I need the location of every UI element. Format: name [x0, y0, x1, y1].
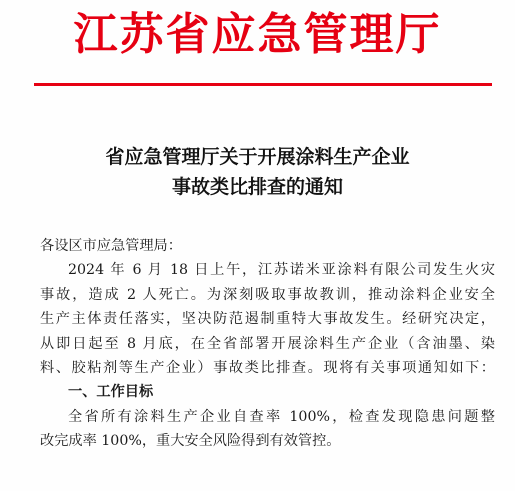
salutation: 各设区市应急管理局： — [40, 238, 182, 254]
paragraph-2-line-2: 改完成率 100%，重大安全风险得到有效管控。 — [40, 433, 341, 450]
notice-body — [40, 234, 495, 454]
paragraph-1-line-4: 从即日起至 8 月底，在全省部署开展涂料生产企业（含油墨、染 — [40, 335, 495, 352]
paragraph-1-line-2: 事故，造成 2 人死亡。为深刻吸取事故教训，推动涂料企业安全 — [40, 286, 495, 303]
paragraph-1-line-5: 料、胶粘剂等生产企业）事故类比排查。现将有关事项通知如下： — [40, 359, 495, 376]
paragraph-2-line-1: 全省所有涂料生产企业自查率 100%，检查发现隐患问题整 — [68, 408, 495, 425]
paragraph-1-line-1: 2024 年 6 月 18 日上午，江苏诺米亚涂料有限公司发生火灾 — [68, 262, 495, 279]
masthead-red-rule — [34, 83, 492, 86]
notice-title — [0, 142, 515, 202]
notice-title-line-2: 事故类比排查的通知 — [171, 176, 343, 198]
masthead-title: 江苏省应急管理厅 — [73, 9, 442, 60]
section-heading-goals: 一、工作目标 — [68, 384, 154, 401]
paragraph-1-line-3: 生产主体责任落实，坚决防范遏制重特大事故发生。经研究决定， — [40, 311, 495, 328]
notice-title-line-1: 省应急管理厅关于开展涂料生产企业 — [105, 146, 410, 168]
